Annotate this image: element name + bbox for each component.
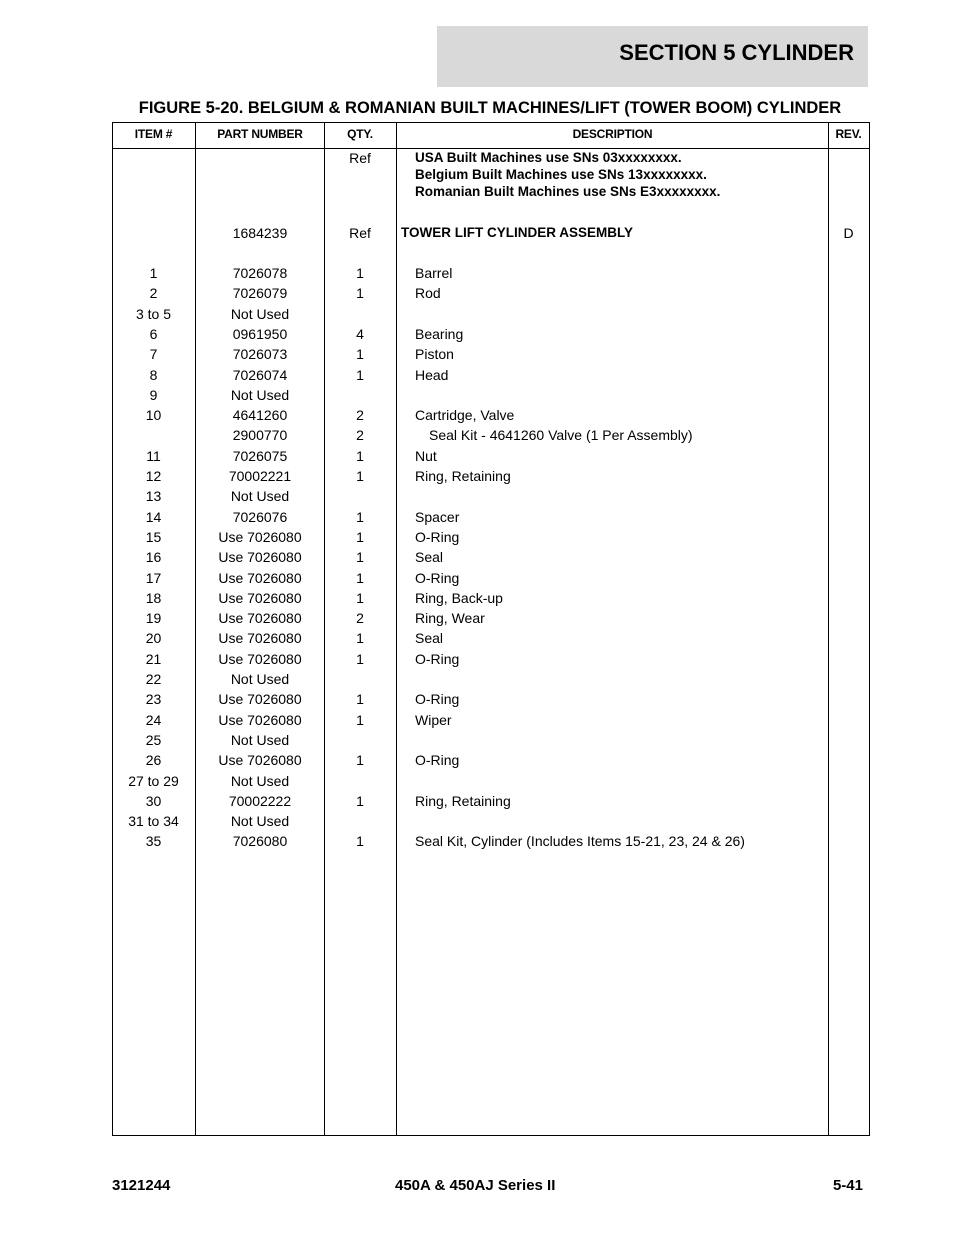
table-row — [0, 732, 954, 750]
quantity: 2 — [356, 427, 364, 444]
table-row — [0, 427, 954, 445]
table-row — [0, 529, 954, 547]
part-number: 70002221 — [228, 468, 292, 484]
description: Wiper — [415, 711, 452, 728]
item-number: 30 — [145, 792, 162, 809]
quantity: 1 — [356, 549, 364, 566]
part-number: Use 7026080 — [218, 569, 302, 586]
quantity: 1 — [356, 447, 364, 464]
column-header-item: ITEM # — [134, 127, 173, 141]
quantity: 2 — [356, 610, 364, 627]
item-number: 27 to 29 — [128, 772, 179, 789]
quantity: 1 — [356, 752, 364, 769]
part-number: 70002222 — [228, 792, 292, 809]
part-number: Not Used — [230, 772, 290, 789]
table-row — [0, 488, 954, 506]
item-number: 17 — [145, 569, 162, 586]
table-row — [0, 468, 954, 486]
note-qty: Ref — [349, 150, 371, 166]
item-number: 35 — [145, 833, 162, 850]
assembly-rev: D — [843, 225, 854, 241]
item-number: 18 — [145, 589, 162, 606]
section-header — [437, 26, 868, 87]
table-row — [0, 712, 954, 730]
part-number: Not Used — [230, 671, 290, 687]
item-number: 26 — [145, 752, 162, 769]
item-number: 8 — [149, 366, 158, 383]
description: Seal Kit, Cylinder (Includes Items 15-21, 23, 24 & 26) — [415, 833, 745, 850]
table-row — [0, 367, 954, 385]
description: O-Ring — [415, 528, 460, 545]
column-header-qty: QTY. — [347, 127, 373, 141]
table-row — [0, 346, 954, 364]
quantity: 1 — [356, 711, 364, 728]
table-row — [0, 387, 954, 405]
header-divider — [112, 148, 870, 149]
assembly-part-number: 1684239 — [232, 225, 288, 241]
quantity: 1 — [356, 589, 364, 606]
quantity: 4 — [356, 325, 364, 342]
quantity: 1 — [356, 508, 364, 525]
column-header-description: DESCRIPTION — [572, 127, 653, 141]
quantity: 1 — [356, 528, 364, 545]
part-number: Use 7026080 — [218, 752, 302, 769]
table-row — [0, 509, 954, 527]
part-number: 7026080 — [232, 833, 288, 850]
item-number: 31 to 34 — [128, 813, 179, 830]
quantity: 1 — [356, 285, 364, 302]
table-row — [0, 265, 954, 283]
note-line: USA Built Machines use SNs 03xxxxxxxx. — [415, 150, 682, 165]
table-row — [0, 752, 954, 770]
quantity: 1 — [356, 833, 364, 850]
part-number: 7026073 — [232, 346, 288, 363]
item-number: 21 — [145, 650, 162, 667]
item-number: 23 — [145, 691, 162, 708]
table-row — [0, 773, 954, 791]
part-number: Not Used — [230, 813, 290, 830]
item-number: 2 — [149, 285, 158, 302]
item-number: 10 — [145, 407, 162, 424]
assembly-description: TOWER LIFT CYLINDER ASSEMBLY — [401, 225, 634, 240]
item-number: 15 — [145, 528, 162, 545]
description: Seal Kit - 4641260 Valve (1 Per Assembly) — [429, 427, 693, 444]
table-row — [0, 590, 954, 608]
description: O-Ring — [415, 569, 460, 586]
item-number: 9 — [149, 386, 158, 403]
quantity: 1 — [356, 650, 364, 667]
quantity: 1 — [356, 265, 364, 281]
item-number: 16 — [145, 549, 162, 566]
item-number: 14 — [145, 508, 162, 525]
description: Bearing — [415, 325, 464, 342]
part-number: 2900770 — [232, 427, 288, 444]
footer-model: 450A & 450AJ Series II — [395, 1177, 556, 1194]
item-number: 3 to 5 — [135, 305, 172, 322]
column-header-part-number: PART NUMBER — [217, 127, 303, 141]
assembly-qty: Ref — [349, 225, 371, 241]
column-header-rev: REV. — [835, 127, 862, 141]
part-number: Use 7026080 — [218, 549, 302, 566]
description: O-Ring — [415, 752, 460, 769]
part-number: Use 7026080 — [218, 691, 302, 708]
description: Barrel — [415, 265, 453, 281]
table-row — [0, 549, 954, 567]
table-row — [0, 407, 954, 425]
section-title: SECTION 5 CYLINDER — [619, 40, 854, 65]
part-number: 7026075 — [232, 447, 288, 464]
table-row — [0, 448, 954, 466]
table-row — [0, 651, 954, 669]
item-number: 1 — [149, 265, 158, 281]
table-row — [0, 630, 954, 648]
description: Head — [415, 366, 449, 383]
item-number: 12 — [145, 468, 162, 484]
part-number: Not Used — [230, 386, 290, 403]
part-number: 7026079 — [232, 285, 288, 302]
quantity: 1 — [356, 366, 364, 383]
description: Cartridge, Valve — [415, 407, 515, 424]
footer-doc-number: 3121244 — [112, 1177, 171, 1194]
table-row — [0, 833, 954, 851]
table-row — [0, 671, 954, 689]
table-row — [0, 813, 954, 831]
description: Ring, Wear — [415, 610, 485, 627]
part-number: Use 7026080 — [218, 589, 302, 606]
item-number: 11 — [146, 447, 161, 464]
quantity: 1 — [356, 468, 364, 484]
item-number: 13 — [145, 488, 162, 505]
quantity: 2 — [356, 407, 364, 424]
quantity: 1 — [356, 569, 364, 586]
part-number: Use 7026080 — [218, 711, 302, 728]
part-number: Use 7026080 — [218, 630, 302, 647]
quantity: 1 — [356, 346, 364, 363]
description: Ring, Retaining — [415, 468, 511, 484]
item-number: 19 — [145, 610, 162, 627]
note-line: Belgium Built Machines use SNs 13xxxxxxxx. — [415, 167, 707, 182]
description: O-Ring — [415, 691, 460, 708]
table-row — [0, 285, 954, 303]
table-row — [0, 793, 954, 811]
table-row — [0, 610, 954, 628]
part-number: 7026074 — [232, 366, 288, 383]
part-number: Use 7026080 — [218, 610, 302, 627]
description: Nut — [415, 447, 437, 464]
description: Ring, Retaining — [415, 792, 511, 809]
description: Rod — [415, 285, 441, 302]
quantity: 1 — [356, 691, 364, 708]
part-number: 7026078 — [232, 265, 288, 281]
part-number: 4641260 — [232, 407, 288, 424]
table-row — [0, 306, 954, 324]
description: Seal — [415, 630, 444, 647]
item-number: 24 — [145, 711, 162, 728]
table-row — [0, 691, 954, 709]
part-number: Use 7026080 — [218, 528, 302, 545]
assembly-row — [0, 225, 954, 243]
table-row — [0, 570, 954, 588]
part-number: Not Used — [230, 305, 290, 322]
item-number: 20 — [145, 630, 162, 647]
quantity: 1 — [356, 630, 364, 647]
part-number: Not Used — [230, 731, 290, 748]
part-number: Not Used — [230, 488, 290, 505]
part-number: 7026076 — [232, 508, 288, 525]
note-line: Romanian Built Machines use SNs E3xxxxxxxx. — [415, 184, 721, 199]
footer-page-number: 5-41 — [832, 1177, 863, 1194]
item-number: 6 — [149, 325, 158, 342]
figure-title: FIGURE 5-20. BELGIUM & ROMANIAN BUILT MACHINES/LIFT (TOWER BOOM) CYLINDER — [138, 99, 842, 117]
part-number: Use 7026080 — [218, 650, 302, 667]
item-number: 25 — [145, 731, 162, 748]
description: O-Ring — [415, 650, 460, 667]
item-number: 22 — [145, 671, 162, 687]
part-number: 0961950 — [232, 325, 288, 342]
description: Piston — [415, 346, 454, 363]
description: Spacer — [415, 508, 460, 525]
item-number: 7 — [149, 346, 158, 363]
table-row — [0, 326, 954, 344]
quantity: 1 — [356, 792, 364, 809]
description: Seal — [415, 549, 444, 566]
description: Ring, Back-up — [415, 589, 503, 606]
